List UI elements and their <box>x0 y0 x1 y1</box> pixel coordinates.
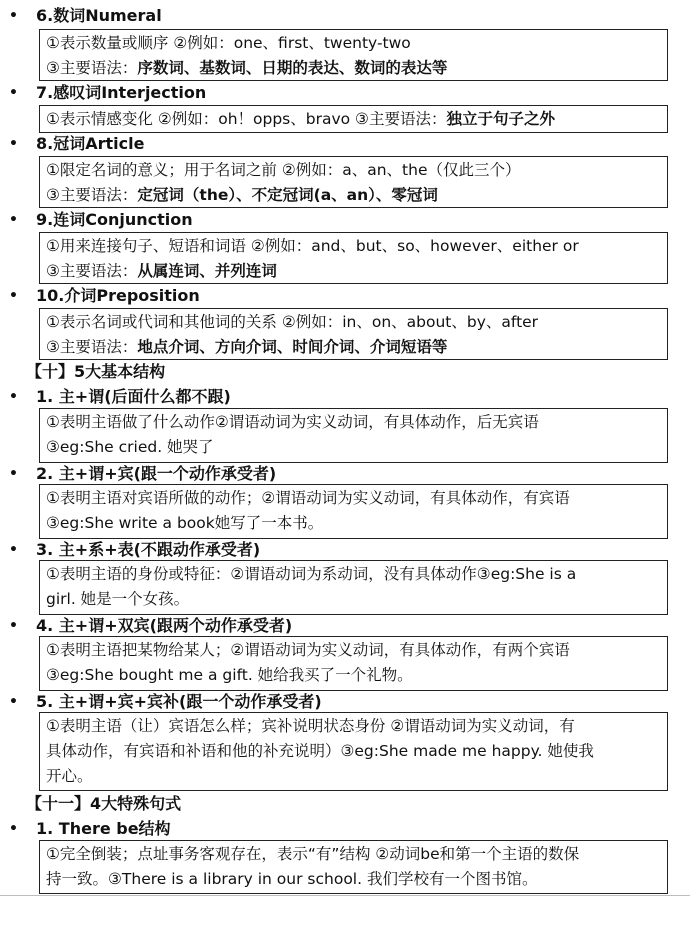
preposition-box <box>39 308 668 360</box>
structure-3-line-1: ①表明主语的身份或特征：②谓语动词为系动词，没有具体动作③eg:She is a <box>46 565 577 583</box>
structure-2-line-1: ①表明主语对宾语所做的动作；②谓语动词为实义动词，有具体动作，有宾语 <box>46 489 570 507</box>
interjection-line-1 <box>46 107 661 132</box>
bullet: • <box>9 85 18 101</box>
heading-text: 2. 主+谓+宾(跟一个动作承受者) <box>36 464 277 483</box>
grammar-points: 定冠词（the）、不定冠词(a、an）、零冠词 <box>137 186 438 204</box>
grammar-label: ③主要语法： <box>46 59 138 77</box>
structure-1-line-1: ①表明主语做了什么动作②谓语动词为实义动词，有具体动作，后无宾语 <box>46 413 539 431</box>
interjection-text: ①表示情感变化 ②例如：oh！opps、bravo ③主要语法： <box>46 110 447 128</box>
grammar-label: ③主要语法： <box>46 186 138 204</box>
there-be-line-2: 持一致。③There is a library in our school. 我们学校有一个图书馆。 <box>46 870 538 888</box>
heading-text: 1. There be结构 <box>36 819 171 838</box>
structure-5-line-1: ①表明主语（让）宾语怎么样；宾补说明状态身份 ②谓语动词为实义动词，有 <box>46 717 575 735</box>
heading-text: 8.冠词Article <box>36 134 145 153</box>
grammar-points: 地点介词、方向介词、时间介词、介词短语等 <box>137 338 448 356</box>
structure-4-line-2: ③eg:She bought me a gift. 她给我买了一个礼物。 <box>46 666 413 684</box>
conjunction-line-1: ①用来连接句子、短语和词语 ②例如：and、but、so、however、either or <box>46 237 579 255</box>
conjunction-line-2 <box>46 259 661 284</box>
bottom-divider <box>0 895 690 896</box>
preposition-line-1: ①表示名词或代词和其他词的关系 ②例如：in、on、about、by、after <box>46 313 539 331</box>
structure-4-line-1: ①表明主语把某物给某人；②谓语动词为实义动词，有具体动作，有两个宾语 <box>46 641 570 659</box>
section-special-sentences: 【十一】4大特殊句式 <box>26 794 182 813</box>
numeral-line-1: ①表示数量或顺序 ②例如：one、first、twenty-two <box>46 34 411 52</box>
heading-text: 10.介词Preposition <box>36 286 200 305</box>
bullet: • <box>9 466 18 482</box>
structure-1-box <box>39 408 668 463</box>
preposition-line-2 <box>46 335 661 360</box>
bullet: • <box>9 542 18 558</box>
bullet: • <box>9 389 18 405</box>
heading-text: 6.数词Numeral <box>36 6 162 25</box>
structure-3-box <box>39 560 668 615</box>
numeral-box <box>39 29 668 81</box>
structure-2-line-2: ③eg:She write a book她写了一本书。 <box>46 514 324 532</box>
bullet: • <box>9 212 18 228</box>
structure-5-box <box>39 712 668 791</box>
grammar-points: 独立于句子之外 <box>446 110 555 128</box>
heading-text: 4. 主+谓+双宾(跟两个动作承受者) <box>36 616 293 635</box>
structure-2-box <box>39 484 668 539</box>
structure-5-line-3: 开心。 <box>46 767 93 785</box>
structure-4-box <box>39 636 668 691</box>
article-box <box>39 156 668 208</box>
bullet: • <box>9 694 18 710</box>
bullet: • <box>9 618 18 634</box>
article-line-1: ①限定名词的意义；用于名词之前 ②例如：a、an、the（仅此三个） <box>46 161 521 179</box>
there-be-box <box>39 840 668 894</box>
heading-text: 3. 主+系+表(不跟动作承受者) <box>36 540 261 559</box>
bullet: • <box>9 8 18 24</box>
structure-5-line-2: 具体动作，有宾语和补语和他的补充说明）③eg:She made me happy. 她使我 <box>46 742 594 760</box>
heading-text: 7.感叹词Interjection <box>36 83 207 102</box>
grammar-points: 序数词、基数词、日期的表达、数词的表达等 <box>137 59 448 77</box>
bullet: • <box>9 136 18 152</box>
bullet: • <box>9 821 18 837</box>
there-be-line-1: ①完全倒装；点址事务客观存在，表示“有”结构 ②动词be和第一个主语的数保 <box>46 845 580 863</box>
heading-text: 9.连词Conjunction <box>36 210 193 229</box>
heading-text: 1. 主+谓(后面什么都不跟) <box>36 387 231 406</box>
structure-1-line-2: ③eg:She cried. 她哭了 <box>46 438 214 456</box>
bullet: • <box>9 288 18 304</box>
heading-text: 5. 主+谓+宾+宾补(跟一个动作承受者) <box>36 692 322 711</box>
structure-3-line-2: girl. 她是一个女孩。 <box>46 590 190 608</box>
numeral-line-2 <box>46 56 661 81</box>
conjunction-box <box>39 232 668 284</box>
grammar-label: ③主要语法： <box>46 338 138 356</box>
grammar-label: ③主要语法： <box>46 262 138 280</box>
article-line-2 <box>46 183 661 208</box>
interjection-box <box>39 105 668 133</box>
grammar-points: 从属连词、并列连词 <box>137 262 277 280</box>
section-basic-structures: 【十】5大基本结构 <box>26 362 166 381</box>
